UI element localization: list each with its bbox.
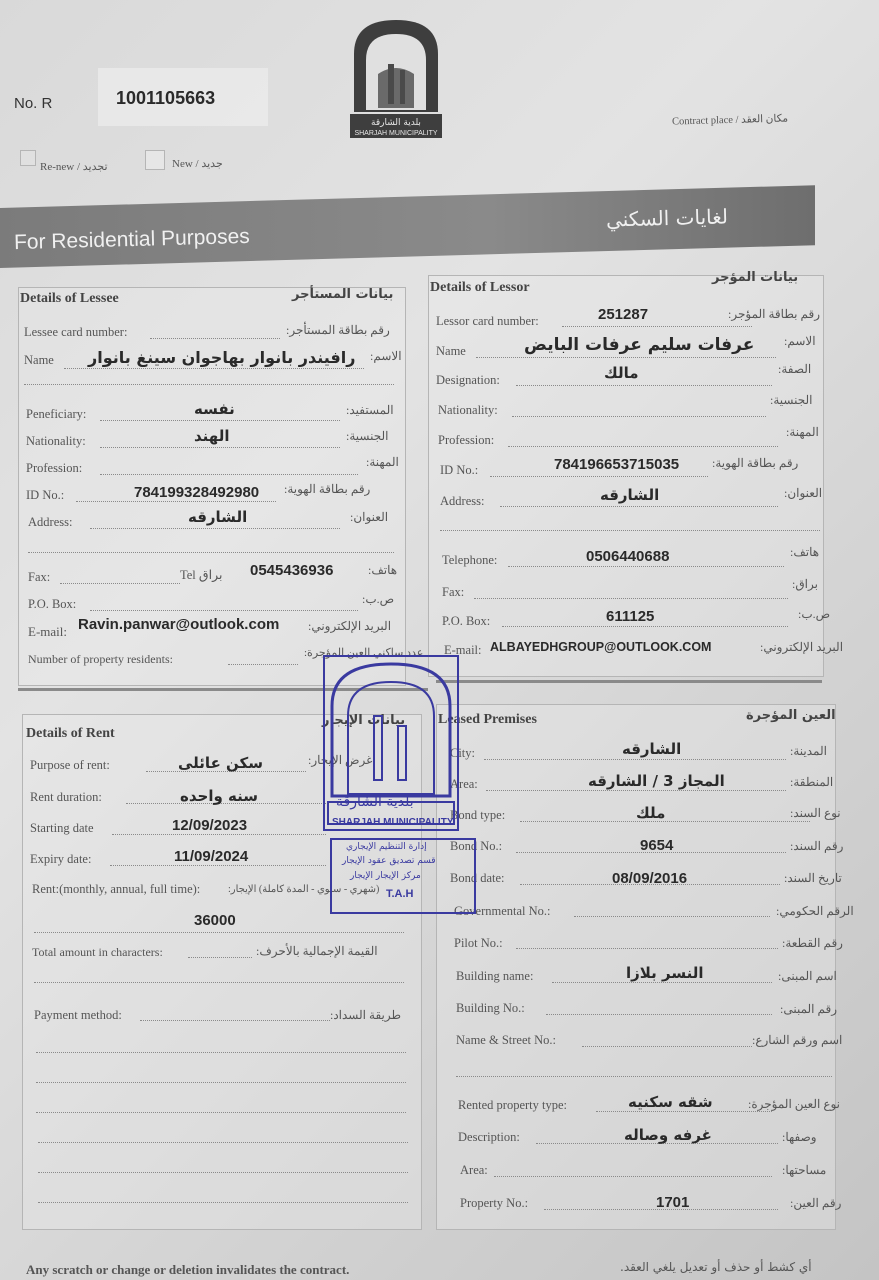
lessor-card-label: Lessor card number: (436, 314, 539, 328)
premises-area-value: المجاز 3 / الشارقه (588, 772, 725, 790)
lessor-title-en: Details of Lessor (430, 280, 530, 295)
lessee-beneficiary-label: Peneficiary: (26, 407, 87, 421)
premises-title-ar: العين المؤجرة (746, 708, 836, 723)
svg-text:بلدية الشارقة: بلدية الشارقة (371, 118, 421, 128)
premises-building-no-label: Building No.: (456, 1001, 525, 1015)
rent-amount-label: Rent:(monthly, annual, full time): (32, 882, 201, 896)
lessee-card-label: Lessee card number: (24, 325, 128, 339)
rent-payment-label: Payment method: (34, 1008, 122, 1022)
auth-stamp-line-3: مركز الإيجار الإيجار (350, 871, 421, 881)
lessee-id-value: 784199328492980 (134, 484, 260, 501)
lessor-pobox-value: 611125 (606, 608, 655, 625)
lessor-pobox-label-ar: ص.ب: (798, 607, 831, 621)
premises-desc-label: Description: (458, 1130, 520, 1144)
lessor-name-label: Name (436, 344, 466, 358)
premises-property-no-value: 1701 (656, 1194, 690, 1211)
premises-area2-label-ar: مساحتها: (782, 1163, 827, 1177)
lessee-id-label: ID No.: (26, 488, 65, 502)
rent-title-en: Details of Rent (26, 726, 115, 741)
lessee-email-label: E-mail: (28, 624, 67, 639)
lessee-address-label-ar: العنوان: (350, 510, 389, 524)
premises-desc-label-ar: وصفها: (782, 1130, 817, 1144)
rent-total-label: Total amount in characters: (32, 945, 163, 959)
premises-street-label-ar: اسم ورقم الشارع: (752, 1033, 843, 1047)
rent-amount-label-ar: (شهري - سنوي - المدة كاملة) الإيجار: (228, 884, 380, 895)
lessee-email-label-ar: البريد الإلكتروني: (308, 619, 392, 633)
lessee-fax-label: Fax: (28, 570, 51, 584)
lessee-name-label: Name (24, 353, 54, 367)
premises-desc-value: غرفه وصاله (624, 1126, 712, 1144)
lessor-card-label-ar: رقم بطاقة المؤجر: (728, 307, 821, 321)
lessee-nationality-label: Nationality: (26, 434, 86, 448)
rent-expiry-value: 11/09/2024 (174, 848, 249, 865)
lessor-fax-label: Fax: (442, 585, 465, 599)
auth-stamp-line-4: T.A.H (386, 888, 414, 900)
new-label: New / جديد (172, 158, 223, 170)
lessor-fax-label-ar: براق: (792, 577, 818, 591)
lessee-email-value: Ravin.panwar@outlook.com (78, 616, 280, 633)
premises-bond-date-label-ar: تاريخ السند: (784, 871, 842, 885)
premises-bond-no-label: Bond No.: (450, 839, 503, 853)
contract-number: 1001105663 (116, 88, 216, 108)
lessee-residents-label: Number of property residents: (28, 652, 173, 666)
premises-type-value: شقه سكنيه (628, 1093, 713, 1111)
premises-title-en: Leased Premises (438, 712, 537, 727)
premises-pilot-label: Pilot No.: (454, 936, 503, 950)
lessor-profession-label-ar: المهنة: (786, 425, 819, 439)
lessor-profession-label: Profession: (438, 433, 495, 447)
lessee-nationality-value: الهند (194, 427, 230, 445)
lessee-card-label-ar: رقم بطاقة المستأجر: (286, 323, 390, 337)
contract-place-label: Contract place / مكان العقد (671, 113, 789, 128)
rent-amount-value: 36000 (194, 912, 236, 929)
banner-title-ar: لغايات السكني (605, 204, 729, 232)
lessor-title-ar: بيانات المؤجر (712, 270, 799, 285)
stamp-text-en: SHARJAH MUNICIPALITY (332, 817, 454, 828)
lessor-email-label-ar: البريد الإلكتروني: (760, 640, 844, 654)
lessor-id-label: ID No.: (440, 463, 479, 477)
lessee-address-label: Address: (28, 515, 73, 529)
premises-gov-label-ar: الرقم الحكومي: (776, 904, 854, 918)
premises-city-value: الشارقه (622, 740, 682, 758)
lessee-pobox-label-ar: ص.ب: (362, 592, 395, 606)
footer-note-ar: أي كشط أو حذف أو تعديل يلغي العقد. (620, 1260, 812, 1274)
premises-city-label: City: (450, 746, 476, 760)
svg-text:SHARJAH MUNICIPALITY: SHARJAH MUNICIPALITY (354, 130, 438, 137)
rent-duration-label: Rent duration: (30, 790, 102, 804)
lessor-address-label-ar: العنوان: (784, 486, 823, 500)
lessor-designation-label-ar: الصفة: (778, 362, 812, 376)
lessee-name-value: رافيندر بانوار بهاجوان سينغ بانوار (88, 348, 356, 367)
lessor-id-value: 784196653715035 (554, 456, 680, 473)
rent-purpose-value: سكن عائلى (178, 754, 264, 772)
lessee-title-en: Details of Lessee (20, 291, 119, 306)
auth-stamp-line-1: إدارة التنظيم الإيجاري (346, 842, 427, 852)
lessee-beneficiary-label-ar: المستفيد: (346, 403, 394, 417)
premises-bond-type-value: ملك (636, 804, 666, 822)
lessee-id-label-ar: رقم بطاقة الهوية: (284, 482, 371, 496)
rent-start-label: Starting date (30, 821, 94, 835)
auth-stamp-line-2: قسم تصديق عقود الإيجار (342, 856, 436, 866)
lessee-nationality-label-ar: الجنسية: (346, 429, 389, 443)
lessee-beneficiary-value: نفسه (194, 400, 235, 418)
lessor-designation-label: Designation: (436, 373, 500, 387)
sharjah-municipality-logo (348, 16, 444, 140)
premises-street-label: Name & Street No.: (456, 1033, 556, 1047)
rent-purpose-label-ar: غرض الإيجار: (308, 753, 373, 767)
contract-no-label: No. R (14, 95, 53, 112)
lessor-email-label: E-mail: (444, 643, 482, 657)
premises-area2-label: Area: (460, 1163, 488, 1177)
rent-purpose-label: Purpose of rent: (30, 758, 110, 772)
lessor-name-label-ar: الاسم: (784, 334, 816, 348)
premises-pilot-label-ar: رقم القطعة: (782, 936, 843, 950)
lessor-pobox-label: P.O. Box: (442, 614, 491, 628)
lessor-telephone-value: 0506440688 (586, 548, 670, 565)
lessor-address-label: Address: (440, 494, 485, 508)
renew-label: Re-new / تجديد (40, 161, 108, 173)
lessor-designation-value: مالك (604, 364, 639, 382)
lessor-card-value: 251287 (598, 306, 649, 323)
section-divider (436, 680, 822, 683)
lessee-profession-label-ar: المهنة: (366, 455, 399, 469)
premises-building-name-label-ar: اسم المبنى: (778, 969, 837, 983)
premises-building-no-label-ar: رقم المبنى: (780, 1002, 838, 1016)
lessor-telephone-label: Telephone: (442, 553, 498, 567)
rent-payment-label-ar: طريقة السداد: (330, 1008, 402, 1022)
premises-city-label-ar: المدينة: (790, 744, 827, 758)
new-checkbox (145, 150, 165, 170)
lessor-address-value: الشارقه (600, 486, 660, 504)
footer-note-en: Any scratch or change or deletion invalidates the contract. (26, 1262, 350, 1277)
premises-bond-type-label: Bond type: (450, 808, 506, 822)
lessor-email-value: ALBAYEDHGROUP@OUTLOOK.COM (490, 640, 712, 654)
lessee-pobox-label: P.O. Box: (28, 597, 77, 611)
lessee-tel-label-ar: هاتف: (368, 563, 398, 577)
premises-building-name-label: Building name: (456, 969, 534, 983)
premises-bond-no-value: 9654 (640, 837, 674, 854)
banner-title-en: For Residential Purposes (13, 224, 251, 255)
premises-building-name-value: النسر بلازا (626, 964, 704, 982)
lessee-tel-label: Tel براق (180, 568, 223, 582)
renew-checkbox (20, 150, 36, 166)
premises-type-label: Rented property type: (458, 1098, 567, 1112)
lessee-profession-label: Profession: (26, 461, 83, 475)
stamp-text-ar: بلدية الشارقة (336, 794, 414, 810)
municipality-stamp (318, 646, 464, 846)
rent-duration-value: سنه واحده (180, 787, 258, 805)
premises-area-label: Area: (450, 777, 478, 791)
rent-total-label-ar: القيمة الإجمالية بالأحرف: (256, 944, 378, 958)
premises-gov-label: Governmental No.: (454, 904, 551, 918)
premises-type-label-ar: نوع العين المؤجرة: (748, 1097, 841, 1111)
lessee-address-value: الشارقه (188, 508, 248, 526)
lessor-nationality-label-ar: الجنسية: (770, 393, 813, 407)
premises-property-no-label: Property No.: (460, 1196, 529, 1210)
rent-expiry-label: Expiry date: (30, 852, 92, 866)
rent-title-ar: بيانات الإيجار (322, 713, 406, 728)
lessee-tel-value: 0545436936 (250, 562, 334, 579)
lessee-title-ar: بيانات المستأجر (292, 287, 394, 302)
premises-bond-date-value: 08/09/2016 (612, 870, 688, 887)
lessor-nationality-label: Nationality: (438, 403, 498, 417)
lessee-name-label-ar: الاسم: (370, 349, 402, 363)
premises-bond-type-label-ar: نوع السند: (790, 806, 841, 820)
lessor-id-label-ar: رقم بطاقة الهوية: (712, 456, 799, 470)
premises-area-label-ar: المنطقة: (790, 775, 834, 789)
rent-start-value: 12/09/2023 (172, 817, 248, 834)
premises-property-no-label-ar: رقم العين: (790, 1196, 842, 1210)
premises-bond-no-label-ar: رقم السند: (790, 839, 844, 853)
premises-bond-date-label: Bond date: (450, 871, 505, 885)
lessor-name-value: عرفات سليم عرفات البايض (524, 335, 755, 355)
lessee-residents-label-ar: عدد ساكني العين المؤجرة: (304, 647, 424, 659)
lessor-telephone-label-ar: هاتف: (790, 545, 820, 559)
